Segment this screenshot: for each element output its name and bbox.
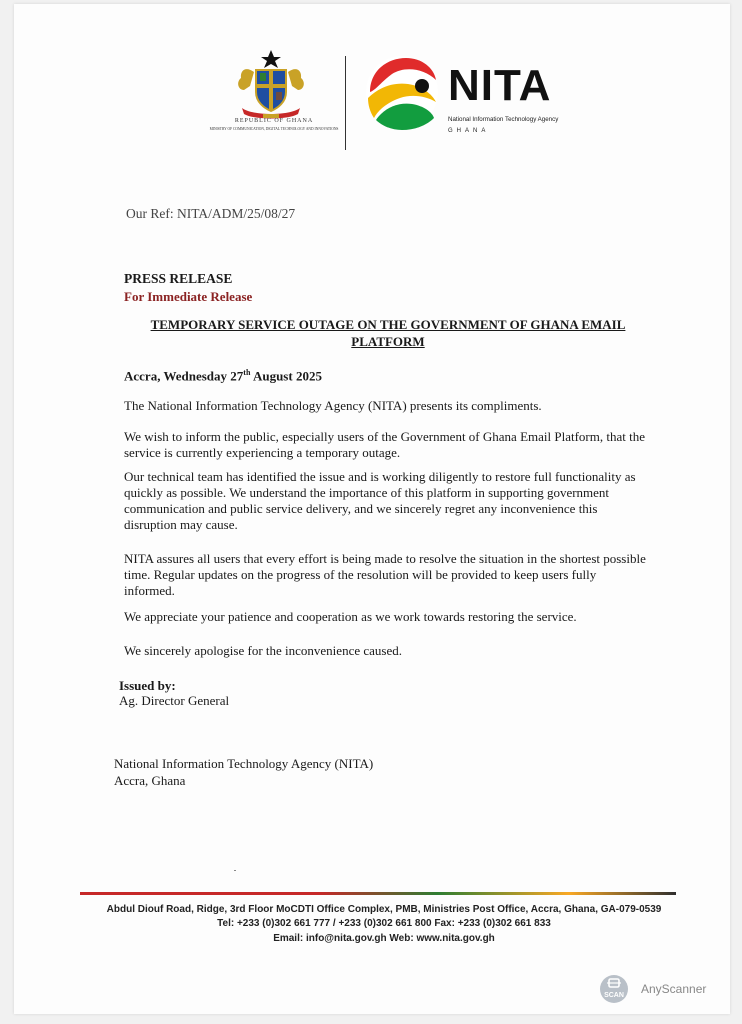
dateline-suffix: th xyxy=(243,368,251,377)
signatory-title: Ag. Director General xyxy=(119,693,230,708)
scanner-badge-text: SCAN xyxy=(604,992,624,999)
footer-rule xyxy=(80,892,676,895)
paragraph-compliments: The National Information Technology Agency (NITA) presents its compliments. xyxy=(124,398,542,413)
scanner-app-name: AnyScanner xyxy=(641,982,707,996)
scanner-badge-icon xyxy=(599,974,629,1004)
dateline-month-year: August 2025 xyxy=(250,368,322,384)
footer-phones: Tel: +233 (0)302 661 777 / +233 (0)302 661 800 Fax: +233 (0)302 661 833 xyxy=(217,918,551,929)
footer-contacts: Email: info@nita.gov.gh Web: www.nita.gov.gh xyxy=(273,933,495,944)
ministry-label: MINISTRY OF COMMUNICATION, DIGITAL TECHNOLOGY AND INNOVATIONS xyxy=(209,127,339,131)
document-page xyxy=(14,4,730,1014)
dateline xyxy=(124,368,322,384)
organization-block xyxy=(114,755,373,789)
paragraph-technical-team: Our technical team has identified the issue and is working diligently to restore full functionality as quickly as possible. We understand the importance of this platform in supporting government communication and public service delivery, and we sincerely regret any inconvenience this disruption may cause. xyxy=(124,469,636,532)
issued-by-label: Issued by: xyxy=(119,678,176,693)
paragraph-outage-notice: We wish to inform the public, especially users of the Government of Ghana Email Platform, that the service is currently experiencing a temporary outage. xyxy=(124,429,645,460)
nita-full-name: National Information Technology Agency xyxy=(448,116,559,123)
press-release-label: PRESS RELEASE xyxy=(124,271,233,286)
organization-name: National Information Technology Agency (NITA) xyxy=(114,756,374,771)
nita-country: GHANA xyxy=(448,128,490,134)
crest-label: REPUBLIC OF GHANA xyxy=(234,118,314,124)
nita-wordmark: NITA xyxy=(448,61,552,110)
nita-logo-icon xyxy=(362,52,442,132)
scan-speck xyxy=(234,870,236,871)
paragraph-apology: We sincerely apologise for the inconvenience caused. xyxy=(124,643,402,658)
paragraph-appreciation: We appreciate your patience and cooperation as we work towards restoring the service. xyxy=(124,609,577,624)
press-release-title: TEMPORARY SERVICE OUTAGE ON THE GOVERNMENT OF GHANA EMAIL PLATFORM xyxy=(150,317,626,349)
dateline-day: Accra, Wednesday 27 xyxy=(124,368,244,384)
letterhead-divider xyxy=(345,56,346,150)
organization-city: Accra, Ghana xyxy=(114,773,186,788)
footer-address: Abdul Diouf Road, Ridge, 3rd Floor MoCDTI Office Complex, PMB, Ministries Post Office, Accra, Ghana, GA-079-0539 xyxy=(106,904,662,915)
reference-number: Our Ref: NITA/ADM/25/08/27 xyxy=(126,206,296,221)
ghana-coat-of-arms-icon xyxy=(232,48,310,122)
paragraph-assurance: NITA assures all users that every effort is being made to resolve the situation in the shortest possible time. Regular updates on the progress of the resolution will be provided to keep users fully informed. xyxy=(124,551,646,598)
release-type-label: For Immediate Release xyxy=(124,289,253,304)
